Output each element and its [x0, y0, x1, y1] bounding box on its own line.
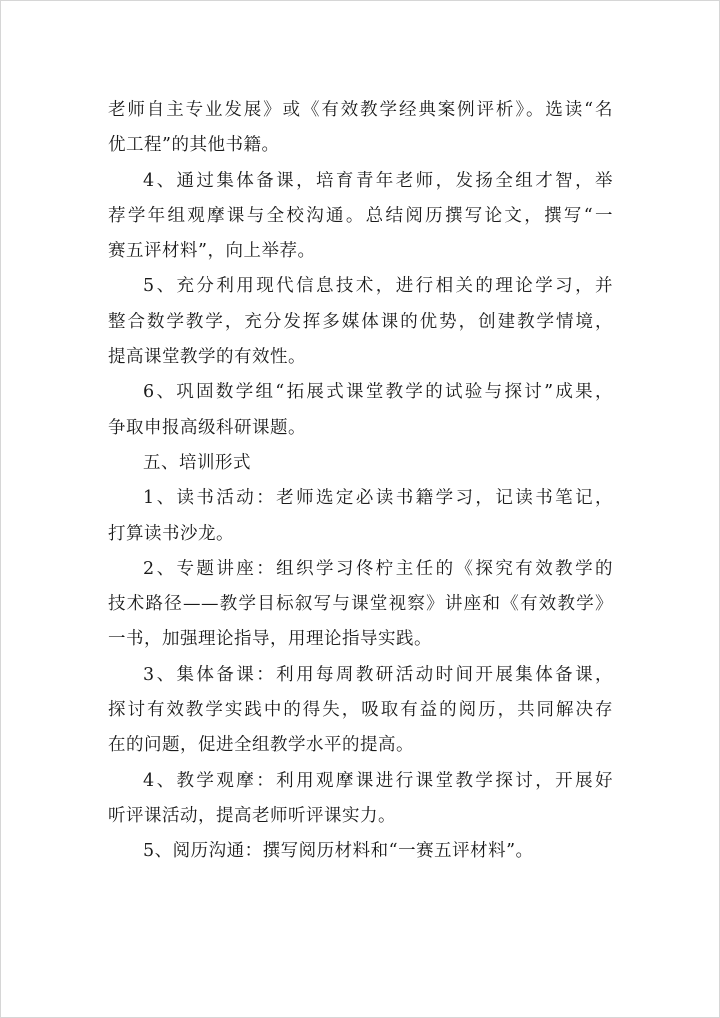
text-line: 老师自主专业发展》或《有效教学经典案例评析》。选读“名 — [108, 100, 613, 120]
text-line: 提高课堂教学的有效性。 — [108, 347, 306, 368]
paragraph-form-5-exchange — [108, 834, 613, 869]
text-line: 在的问题，促进全组教学水平的提高。 — [108, 735, 414, 756]
paragraph-item-5-information-tech — [108, 269, 613, 375]
section-heading-text: 五、培训形式 — [143, 452, 251, 473]
text-line: 打算读书沙龙。 — [108, 523, 234, 544]
section-heading-training-forms — [108, 446, 613, 481]
paragraph-form-1-reading — [108, 481, 613, 552]
paragraph-item-6-research — [108, 375, 613, 446]
text-line: 争取申报高级科研课题。 — [108, 417, 306, 438]
paragraph-form-2-lectures — [108, 552, 613, 658]
text-line: 5、阅历沟通：撰写阅历材料和“一赛五评材料”。 — [143, 841, 534, 862]
text-line: 赛五评材料”，向上举荐。 — [108, 241, 316, 262]
text-line: 2、专题讲座：组织学习佟柠主任的《探究有效教学的 — [143, 558, 613, 579]
text-line: 优工程”的其他书籍。 — [108, 135, 280, 156]
text-line: 4、教学观摩：利用观摩课进行课堂教学探讨，开展好 — [143, 770, 613, 791]
text-line: 技术路径——教学目标叙写与课堂视察》讲座和《有效教学》 — [108, 594, 613, 615]
paragraph-form-3-collective-prep — [108, 658, 613, 764]
text-line: 听评课活动，提高老师听评课实力。 — [108, 805, 396, 826]
text-line: 4、通过集体备课，培育青年老师，发扬全组才智，举 — [143, 170, 613, 191]
text-line: 整合数学教学，充分发挥多媒体课的优势，创建教学情境， — [108, 311, 613, 332]
text-line: 探讨有效教学实践中的得失，吸取有益的阅历，共同解决存 — [108, 700, 613, 721]
paragraph-item-4-lesson-prep — [108, 164, 613, 270]
text-line: 一书，加强理论指导，用理论指导实践。 — [108, 629, 432, 650]
paragraph-continued-reading-list — [108, 93, 613, 164]
text-line: 5、充分利用现代信息技术，进行相关的理论学习，并 — [143, 276, 613, 297]
document-body — [108, 93, 613, 870]
text-line: 1、读书活动：老师选定必读书籍学习，记读书笔记， — [143, 488, 613, 509]
paragraph-form-4-observation — [108, 764, 613, 835]
text-line: 荐学年组观摩课与全校沟通。总结阅历撰写论文，撰写“一 — [108, 205, 613, 226]
text-line: 3、集体备课：利用每周教研活动时间开展集体备课， — [143, 664, 613, 685]
text-line: 6、巩固数学组“拓展式课堂教学的试验与探讨”成果， — [143, 382, 613, 403]
